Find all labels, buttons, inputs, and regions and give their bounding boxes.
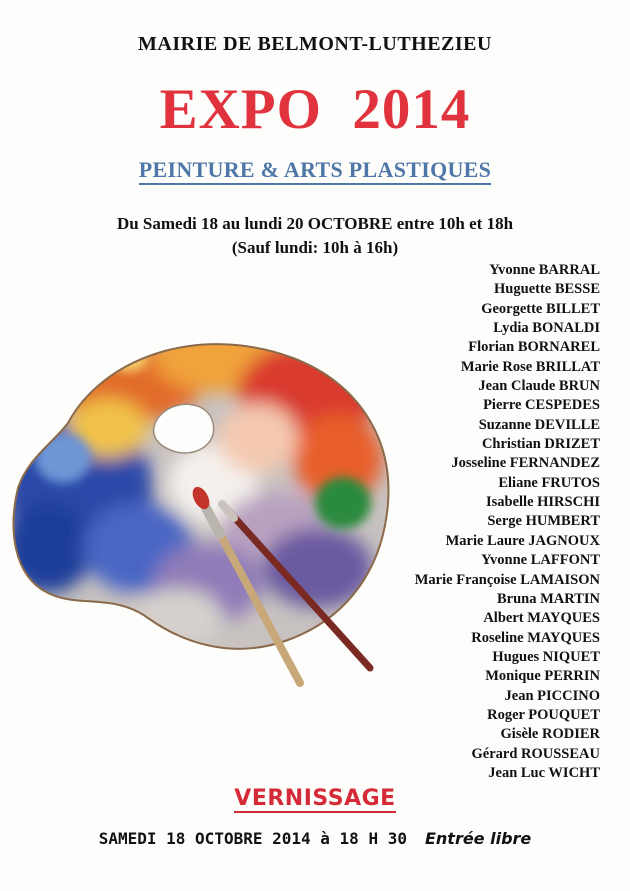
artist-list [300, 261, 600, 783]
vernissage-heading [0, 786, 630, 811]
artist-name: Roger POUQUET [487, 706, 600, 723]
artist-name: Marie Françoise LAMAISON [414, 571, 600, 588]
artist-name: Yvonne BARRAL [489, 262, 600, 278]
artist-name: Huguette BESSE [494, 281, 600, 298]
artist-name: Jean Claude BRUN [478, 378, 600, 395]
subtitle-text: PEINTURE & ARTS PLASTIQUES [139, 157, 491, 185]
subtitle [0, 157, 630, 183]
artist-name: Suzanne DEVILLE [478, 416, 600, 433]
artist-name: Josseline FERNANDEZ [451, 455, 600, 472]
artist-name: Gérard ROUSSEAU [471, 745, 600, 762]
artist-name: Jean Luc WICHT [488, 764, 600, 781]
artist-name: Eliane FRUTOS [498, 474, 600, 491]
artist-name: Gisèle RODIER [500, 726, 600, 743]
artist-name: Florian BORNAREL [468, 339, 600, 356]
artist-name: Serge HUMBERT [487, 513, 600, 530]
vernissage-date: SAMEDI 18 OCTOBRE 2014 à 18 H 30 [98, 829, 407, 848]
artist-name: Roseline MAYQUES [471, 629, 600, 646]
artist-name: Hugues NIQUET [492, 648, 600, 665]
artist-name: Jean PICCINO [504, 687, 600, 704]
artist-name: Albert MAYQUES [483, 610, 600, 627]
exhibition-dates: Du Samedi 18 au lundi 20 OCTOBRE entre 10h et 18h [116, 214, 514, 233]
artist-name: Pierre CESPEDES [483, 397, 600, 414]
vernissage-details [0, 829, 630, 848]
artist-name: Lydia BONALDI [493, 320, 600, 337]
artist-name: Isabelle HIRSCHI [485, 494, 600, 511]
artist-name: Yvonne LAFFONT [481, 552, 600, 569]
vernissage-text: VERNISSAGE [234, 786, 396, 811]
entry-note: Entrée libre [424, 829, 532, 848]
artist-name: Marie Rose BRILLAT [460, 358, 600, 375]
artist-name: Marie Laure JAGNOUX [445, 532, 600, 549]
artist-name: Christian DRIZET [481, 436, 600, 453]
hours-note: (Sauf lundi: 10h à 16h) [231, 238, 399, 257]
organizer: MAIRIE DE BELMONT-LUTHEZIEU [138, 33, 492, 55]
artist-name: Georgette BILLET [481, 300, 600, 317]
expo-title: EXPO 2014 [159, 78, 471, 141]
artist-name: Bruna MARTIN [496, 590, 600, 607]
artist-name: Monique PERRIN [485, 668, 600, 685]
